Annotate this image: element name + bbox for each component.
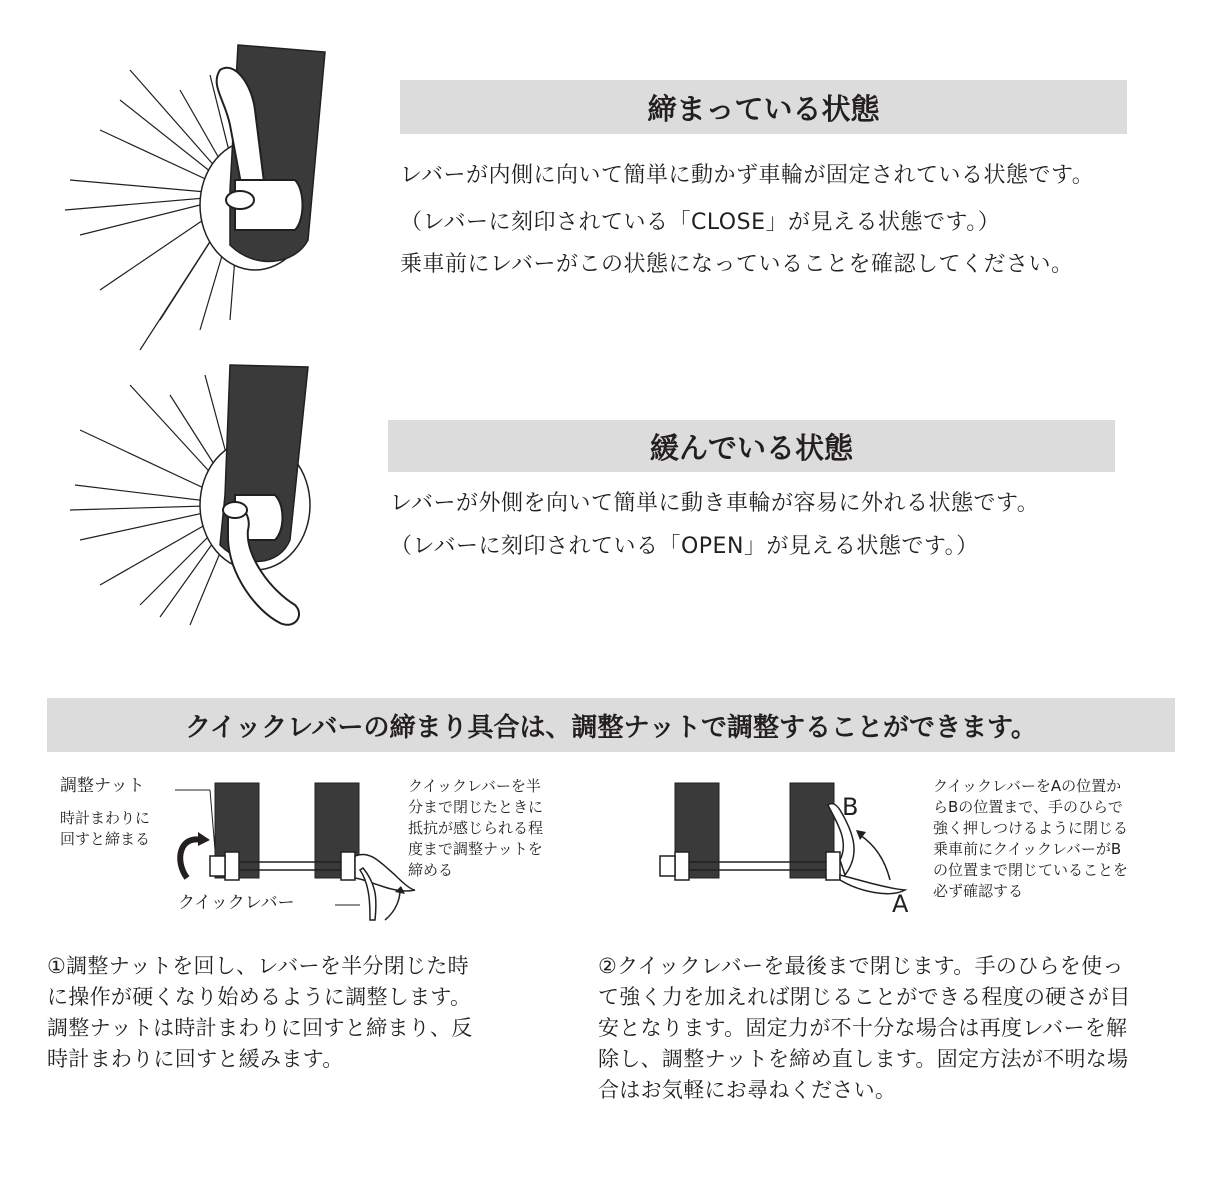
diagram2-note-line-3: 強く押しつけるように閉じる (933, 819, 1129, 837)
closed-lever-illustration (40, 30, 370, 360)
diagram2-note (933, 776, 1128, 902)
clockwise-arrow-icon (172, 830, 212, 885)
nut-note-1: 時計まわりに (60, 809, 151, 827)
diagram1-note-line-3: 抵抗が感じられる程 (408, 819, 544, 837)
step2-line-4: 除し、調整ナットを締め直します。固定方法が不明な場 (598, 1047, 1129, 1071)
adjust-heading: クイックレバーの締まり具合は、調整ナットで調整することができます。 (185, 712, 1037, 743)
close-lever-diagram (650, 780, 930, 930)
adjust-heading-bar (47, 698, 1175, 752)
open-state-heading: 緩んでいる状態 (649, 430, 853, 465)
diagram2-note-line-5: の位置まで閉じていることを (933, 861, 1129, 879)
close-state-line-2: （レバーに刻印されている「CLOSE」が見える状態です。） (400, 210, 1001, 235)
diagram1-note-line-5: 締める (408, 861, 454, 879)
diagram2-note-line-1: クイックレバーをAの位置か (933, 777, 1122, 795)
nut-note-2: 回すと締まる (60, 830, 151, 848)
step2-line-5: 合はお気軽にお尋ねください。 (598, 1078, 897, 1102)
close-state-line-1: レバーが内側に向いて簡単に動かず車輪が固定されている状態です。 (400, 163, 1095, 188)
nut-label: 調整ナット (60, 776, 145, 796)
step2-line-1: ②クイックレバーを最後まで閉じます。手のひらを使っ (598, 954, 1124, 978)
close-state-line-3: 乗車前にレバーがこの状態になっていることを確認してください。 (400, 252, 1074, 277)
lever-label: クイックレバー (178, 893, 295, 913)
diagram1-note (408, 776, 543, 881)
close-state-heading-bar (400, 80, 1127, 134)
position-a-label: A (892, 890, 909, 918)
step1-line-2: に操作が硬くなり始めるように調整します。 (47, 985, 472, 1009)
diagram1-note-line-1: クイックレバーを半 (408, 777, 541, 795)
open-state-line-2: （レバーに刻印されている「OPEN」が見える状態です。） (390, 534, 979, 559)
diagram1-note-line-2: 分まで閉じたときに (408, 798, 544, 816)
position-b-label: B (842, 793, 859, 821)
step2-line-3: 安となります。固定力が不十分な場合は再度レバーを解 (598, 1016, 1128, 1040)
step1-line-1: ①調整ナットを回し、レバーを半分閉じた時 (47, 954, 469, 978)
step1-line-4: 時計まわりに回すと緩みます。 (47, 1047, 344, 1071)
open-lever-illustration (40, 355, 370, 685)
open-state-heading-bar (388, 420, 1115, 472)
step1-line-3: 調整ナットは時計まわりに回すと締まり、反 (47, 1016, 473, 1040)
close-state-heading: 締まっている状態 (647, 91, 880, 126)
step2-line-2: て強く力を加えれば閉じることができる程度の硬さが目 (598, 985, 1131, 1009)
step2-paragraph (598, 951, 1131, 1106)
diagram2-note-line-6: 必ず確認する (933, 882, 1024, 900)
diagram1-note-line-4: 度まで調整ナットを (408, 840, 543, 858)
diagram2-note-line-2: らBの位置まで、手のひらで (933, 798, 1123, 816)
step1-paragraph (47, 951, 473, 1075)
diagram2-note-line-4: 乗車前にクイックレバーがB (933, 840, 1122, 858)
open-state-line-1: レバーが外側を向いて簡単に動き車輪が容易に外れる状態です。 (390, 491, 1040, 516)
